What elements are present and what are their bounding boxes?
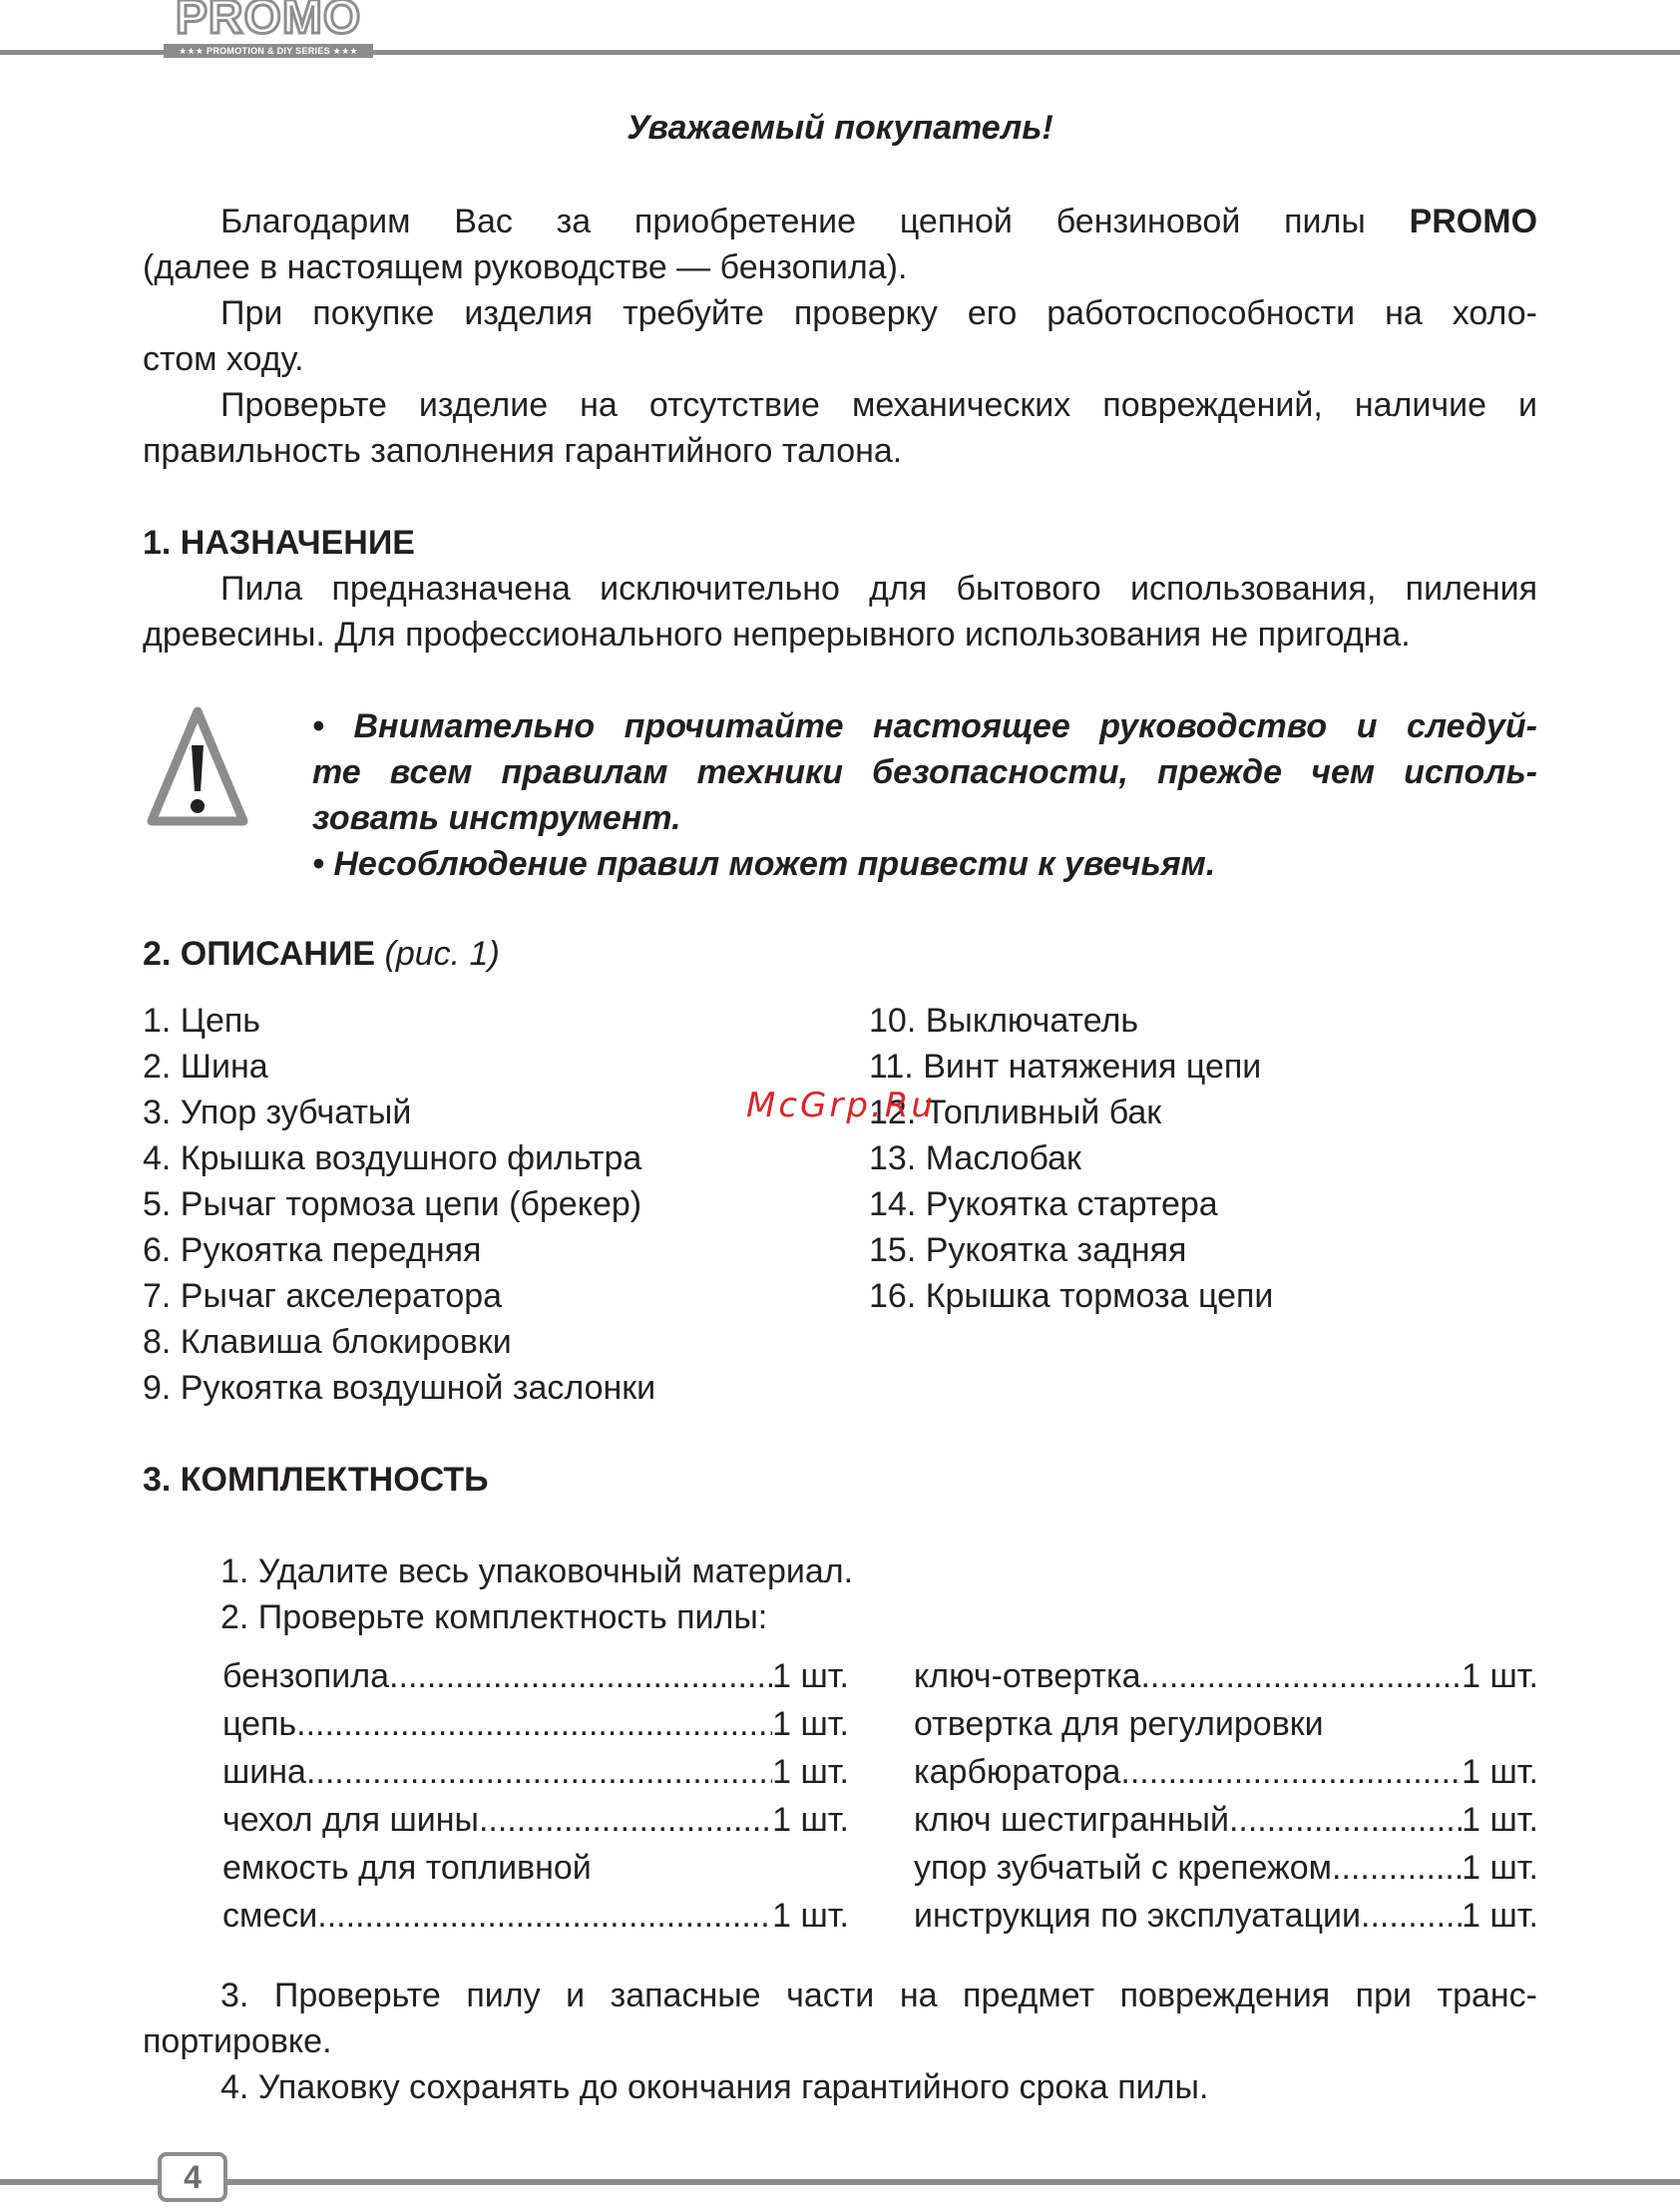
logo-wordmark: PROMO (175, 0, 362, 44)
leader-dots (479, 1796, 772, 1844)
warning-triangle-icon (146, 703, 249, 830)
intro-p3-line2: правильность заполнения гарантийного талона. (143, 432, 903, 470)
intro-p2-line2: стом ходу. (143, 340, 304, 378)
leader-dots (1361, 1892, 1462, 1940)
greeting-title: Уважаемый покупатель! (627, 109, 1053, 147)
kit-row: упор зубчатый с крепежом ..... 1 шт. (914, 1844, 1538, 1892)
section3-heading: 3. КОМПЛЕКТНОСТЬ (143, 1461, 489, 1499)
section1-line1: Пила предназначена исключительно для бытового использования, пиления (220, 570, 1537, 608)
kit-row: ключ шестигранный ..... 1 шт. (914, 1796, 1538, 1844)
list-item: 15. Рукоятка задняя (869, 1231, 1187, 1269)
kit-row: инструкция по эксплуатации ..... 1 шт. (914, 1892, 1538, 1940)
kit-row: смеси ..... 1 шт. (222, 1892, 849, 1940)
kit-row: бензопила ..... 1 шт. (222, 1652, 849, 1700)
leader-dots (389, 1652, 772, 1700)
list-item: 5. Рычаг тормоза цепи (брекер) (143, 1185, 642, 1223)
list-item: 16. Крышка тормоза цепи (869, 1277, 1274, 1315)
leader-dots (296, 1700, 772, 1748)
list-item: 7. Рычаг акселератора (143, 1277, 503, 1315)
section1-heading: 1. НАЗНАЧЕНИЕ (143, 524, 415, 562)
leader-dots (306, 1748, 772, 1796)
list-item: 4. Крышка воздушного фильтра (143, 1139, 642, 1177)
section2-heading: 2. ОПИСАНИЕ (рис. 1) (143, 935, 500, 973)
list-item: 11. Винт натяжения цепи (869, 1048, 1262, 1086)
list-item: 8. Клавиша блокировки (143, 1323, 512, 1361)
kit-step2: 2. Проверьте комплектность пилы: (220, 1598, 768, 1636)
list-item: 12. Топливный бак (869, 1094, 1162, 1131)
intro-p2-line1: При покупке изделия требуйте проверку его работоспособности на холо- (220, 294, 1537, 332)
kit-step3-line1: 3. Проверьте пилу и запасные части на предмет повреждения при транс- (220, 1977, 1537, 2014)
leader-dots (1120, 1748, 1462, 1796)
kit-row: ключ-отвертка ..... 1 шт. (914, 1652, 1538, 1700)
intro-p1-line1: Благодарим Вас за приобретение цепной бензиновой пилы PROMO (220, 203, 1538, 240)
list-item: 14. Рукоятка стартера (869, 1185, 1218, 1223)
leader-dots (1332, 1844, 1462, 1892)
kit-row: цепь ..... 1 шт. (222, 1700, 849, 1748)
kit-row: емкость для топливной (222, 1849, 592, 1887)
list-item: 10. Выключатель (869, 1002, 1139, 1040)
warning-line1: • Внимательно прочитайте настоящее руководство и следуй- (312, 707, 1537, 745)
list-item: 2. Шина (143, 1048, 268, 1086)
page-number: 4 (158, 2152, 227, 2202)
kit-row: отвертка для регулировки (914, 1705, 1324, 1743)
kit-row: шина ..... 1 шт. (222, 1748, 849, 1796)
logo-tagline: ★★★ PROMOTION & DIY SERIES ★★★ (164, 44, 373, 58)
leader-dots (1140, 1652, 1462, 1700)
intro-p1-line2: (далее в настоящем руководстве — бензопила). (143, 248, 908, 286)
kit-row: карбюратора ..... 1 шт. (914, 1748, 1538, 1796)
leader-dots (317, 1892, 772, 1940)
kit-row: чехол для шины ..... 1 шт. (222, 1796, 849, 1844)
figure-ref: (рис. 1) (384, 935, 500, 973)
intro-p3-line1: Проверьте изделие на отсутствие механических повреждений, наличие и (220, 386, 1537, 424)
list-item: 3. Упор зубчатый (143, 1094, 412, 1131)
warning-line2: те всем правилам техники безопасности, прежде чем исполь- (312, 753, 1537, 791)
warning-line3: зовать инструмент. (312, 799, 681, 837)
kit-step3-line2: портировке. (143, 2022, 332, 2060)
brand-name: PROMO (1409, 203, 1538, 240)
leader-dots (1229, 1796, 1462, 1844)
list-item: 6. Рукоятка передняя (143, 1231, 482, 1269)
list-item: 9. Рукоятка воздушной заслонки (143, 1369, 656, 1407)
footer-rule (0, 2179, 1680, 2185)
kit-step4: 4. Упаковку сохранять до окончания гарантийного срока пилы. (220, 2068, 1209, 2106)
list-item: 1. Цепь (143, 1002, 260, 1040)
promo-logo (164, 0, 373, 58)
kit-step1: 1. Удалите весь упаковочный материал. (220, 1552, 854, 1590)
warning-line4: • Несоблюдение правил может привести к увечьям. (312, 845, 1216, 883)
section1-line2: древесины. Для профессионального непрерывного использования не пригодна. (143, 616, 1411, 654)
watermark: McGrp.Ru (746, 1086, 936, 1125)
list-item: 13. Маслобак (869, 1139, 1081, 1177)
